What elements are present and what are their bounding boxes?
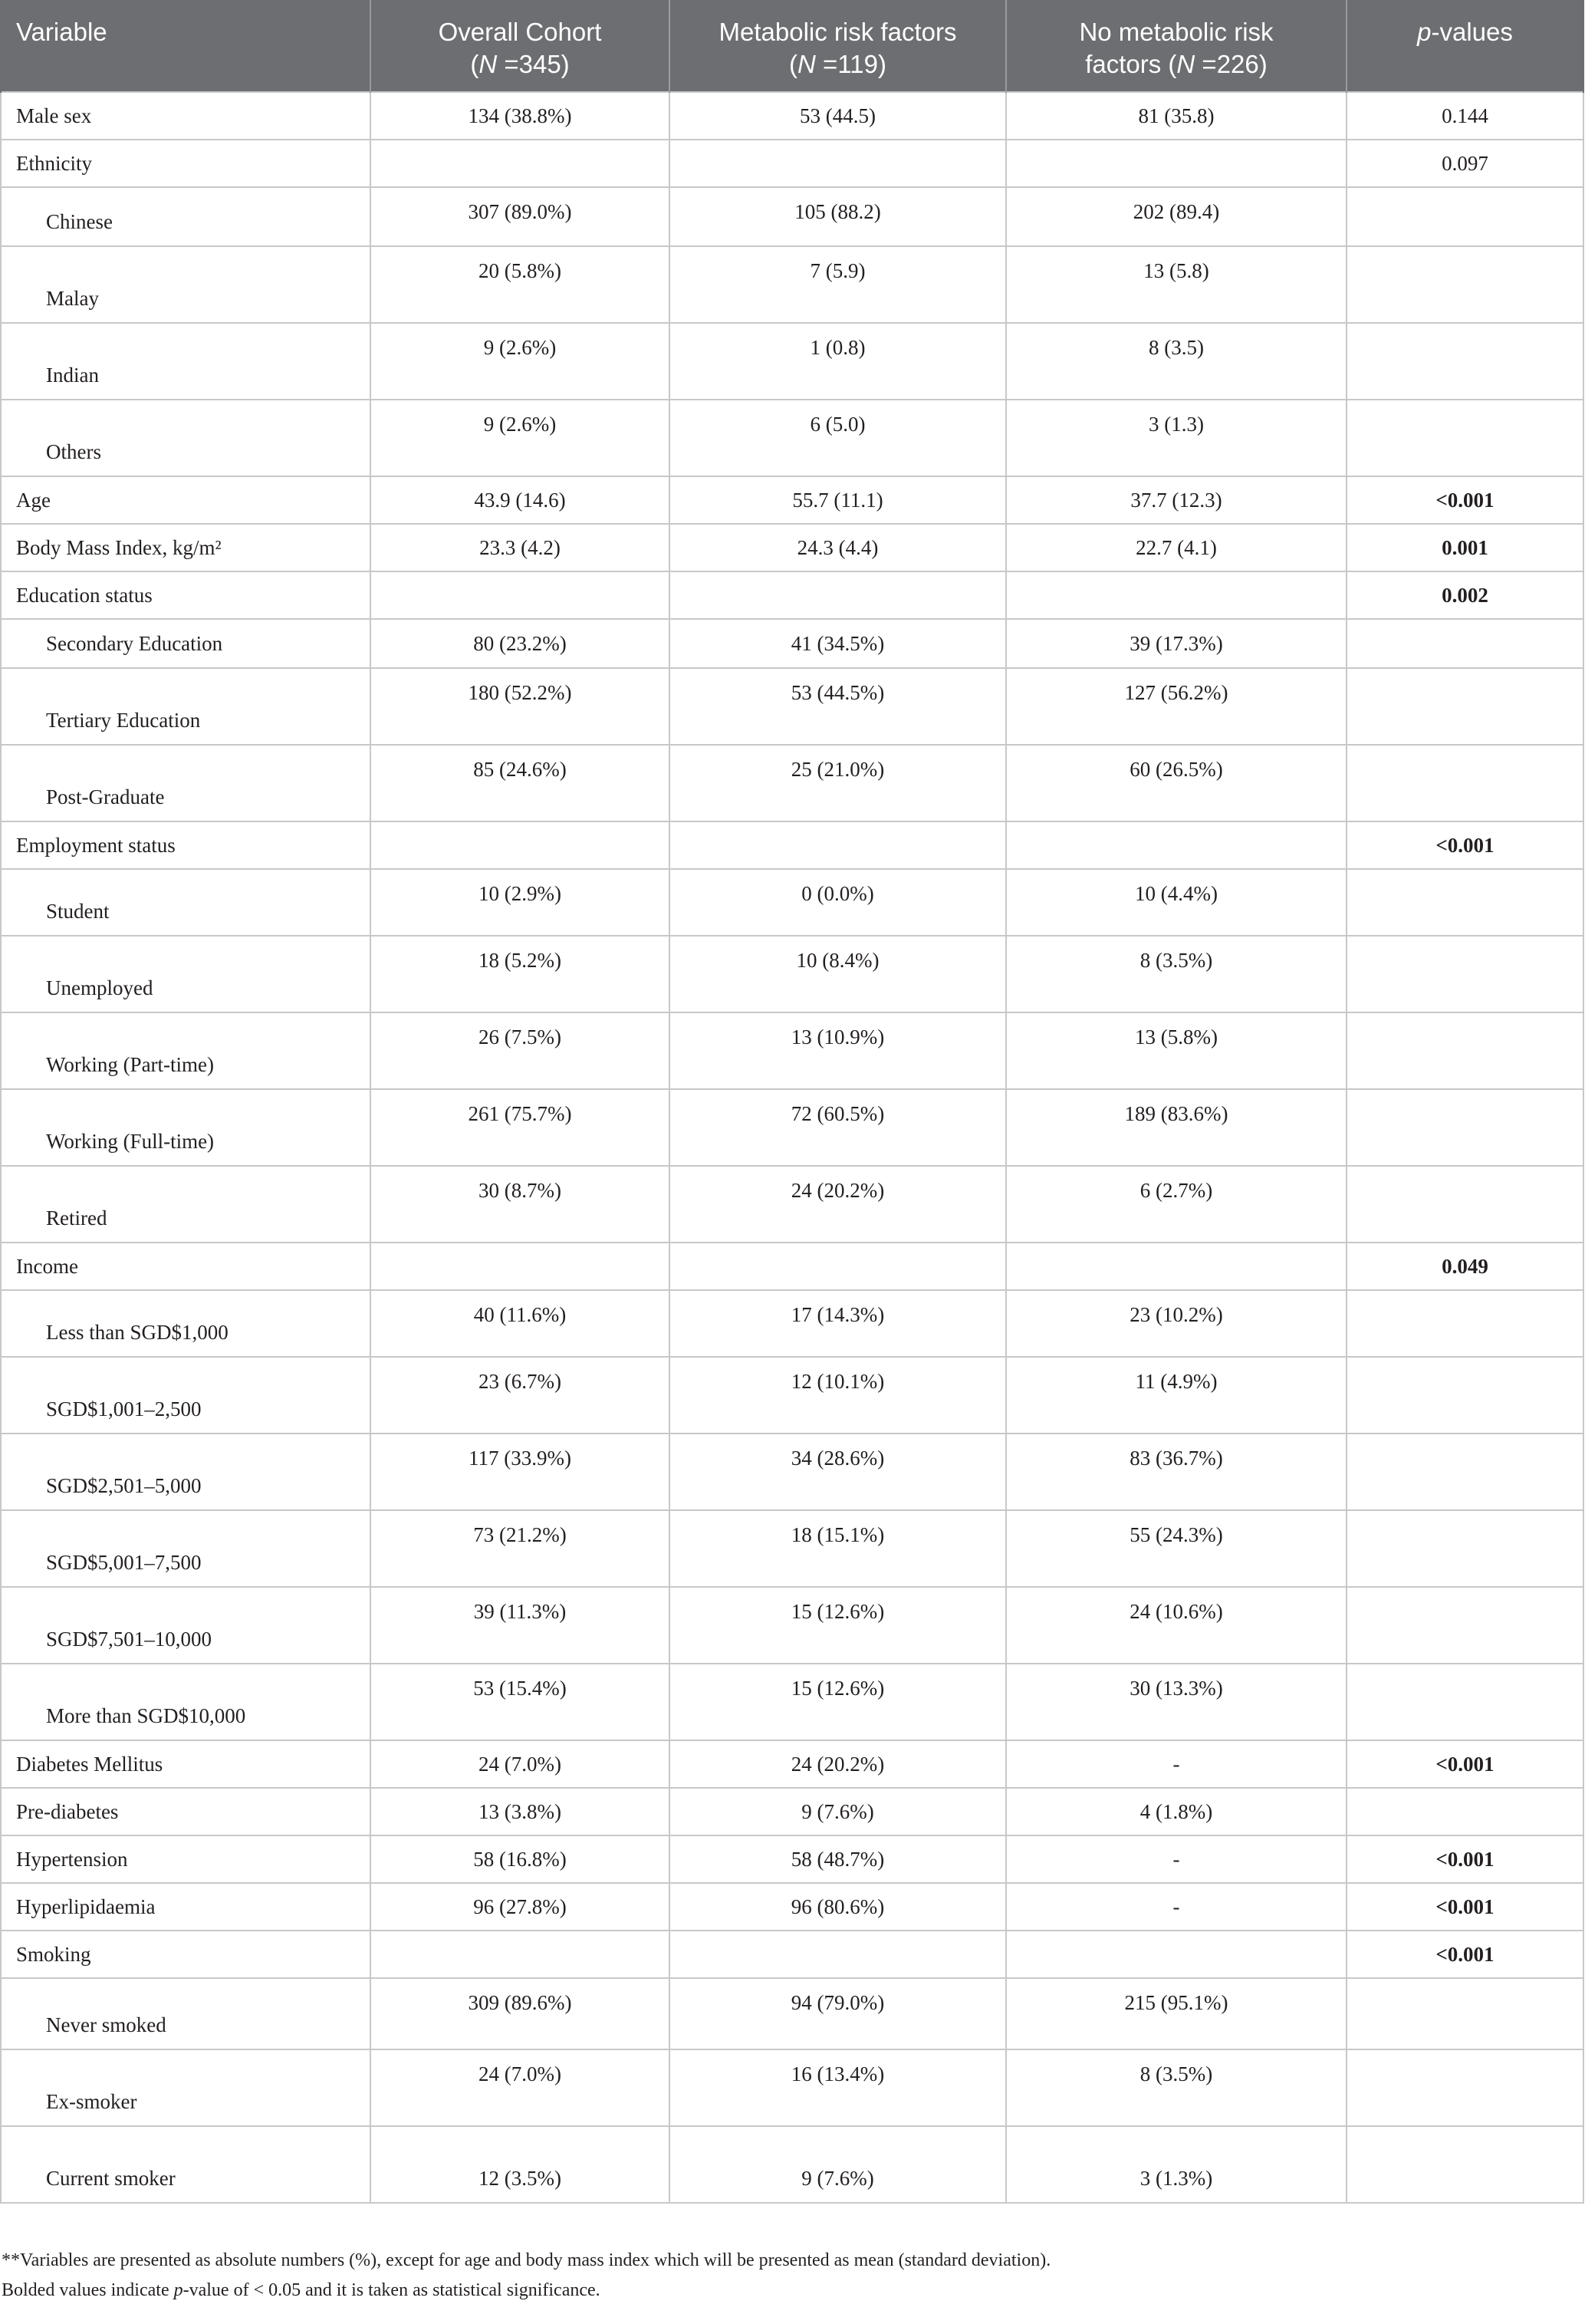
variable-cell: Age xyxy=(1,476,370,524)
empty-cell xyxy=(1006,1931,1347,1978)
group-row xyxy=(1,1243,1583,1290)
overall-cell: 20 (5.8%) xyxy=(370,246,669,323)
overall-cohort-header-post: =345) xyxy=(497,50,570,78)
footnote-significance xyxy=(2,2276,1585,2306)
subgroup-row xyxy=(1,1089,1583,1166)
empty-cell xyxy=(1347,745,1583,821)
overall-cohort-header-title: Overall Cohort xyxy=(438,18,602,46)
overall-cell: 58 (16.8%) xyxy=(370,1835,669,1883)
overall-cell: 80 (23.2%) xyxy=(370,619,669,668)
no-metabolic-cell: 83 (36.7%) xyxy=(1006,1434,1347,1510)
table-row xyxy=(1,476,1583,524)
table-row xyxy=(1,524,1583,571)
subgroup-variable-cell: Others xyxy=(1,400,370,476)
subgroup-variable-cell: Student xyxy=(1,869,370,936)
overall-cell: 39 (11.3%) xyxy=(370,1587,669,1664)
metabolic-cell: 16 (13.4%) xyxy=(669,2049,1006,2126)
overall-cell: 23 (6.7%) xyxy=(370,1357,669,1434)
no-metabolic-cell: 10 (4.4%) xyxy=(1006,869,1347,936)
p-value-cell: <0.001 xyxy=(1347,1931,1583,1978)
metabolic-risk-header xyxy=(669,0,1006,92)
no-metabolic-cell: 30 (13.3%) xyxy=(1006,1664,1347,1740)
no-metabolic-cell: 39 (17.3%) xyxy=(1006,619,1347,668)
overall-cell: 9 (2.6%) xyxy=(370,400,669,476)
subgroup-row xyxy=(1,619,1583,668)
metabolic-cell: 96 (80.6%) xyxy=(669,1883,1006,1931)
overall-cell: 9 (2.6%) xyxy=(370,323,669,400)
metabolic-cell: 105 (88.2) xyxy=(669,187,1006,246)
empty-cell xyxy=(370,1243,669,1290)
empty-cell xyxy=(1006,571,1347,619)
no-metabolic-cell: 189 (83.6%) xyxy=(1006,1089,1347,1166)
p-value-cell: 0.001 xyxy=(1347,524,1583,571)
metabolic-cell: 12 (10.1%) xyxy=(669,1357,1006,1434)
metabolic-cell: 24 (20.2%) xyxy=(669,1740,1006,1788)
subgroup-variable-cell: Unemployed xyxy=(1,936,370,1012)
footnote-presentation: **Variables are presented as absolute numbers (%), except for age and body mass index which will be presented as mean (standard deviation). xyxy=(2,2250,1051,2270)
overall-cohort-header-count xyxy=(377,48,663,81)
empty-cell xyxy=(669,1243,1006,1290)
no-metabolic-risk-header-title: No metabolic risk xyxy=(1079,18,1274,46)
metabolic-risk-header-post: =119) xyxy=(815,50,886,78)
group-row xyxy=(1,571,1583,619)
group-row xyxy=(1,1931,1583,1978)
overall-cell: 43.9 (14.6) xyxy=(370,476,669,524)
no-metabolic-risk-header-post: =226) xyxy=(1195,50,1268,78)
no-metabolic-cell: 4 (1.8%) xyxy=(1006,1788,1347,1835)
subgroup-row xyxy=(1,400,1583,476)
subgroup-variable-cell: Chinese xyxy=(1,187,370,246)
table-header xyxy=(1,0,1583,92)
empty-cell xyxy=(1347,1788,1583,1835)
subgroup-row xyxy=(1,187,1583,246)
no-metabolic-cell: 22.7 (4.1) xyxy=(1006,524,1347,571)
metabolic-cell: 25 (21.0%) xyxy=(669,745,1006,821)
overall-cell: 134 (38.8%) xyxy=(370,92,669,140)
empty-cell xyxy=(1347,869,1583,936)
subgroup-variable-cell: SGD$5,001–7,500 xyxy=(1,1510,370,1587)
overall-cell: 40 (11.6%) xyxy=(370,1290,669,1357)
empty-cell xyxy=(1347,1587,1583,1664)
metabolic-cell: 18 (15.1%) xyxy=(669,1510,1006,1587)
empty-cell xyxy=(1347,1978,1583,2049)
overall-cell: 10 (2.9%) xyxy=(370,869,669,936)
no-metabolic-cell: 60 (26.5%) xyxy=(1006,745,1347,821)
metabolic-cell: 94 (79.0%) xyxy=(669,1978,1006,2049)
metabolic-cell: 41 (34.5%) xyxy=(669,619,1006,668)
subgroup-row xyxy=(1,745,1583,821)
metabolic-risk-header-title: Metabolic risk factors xyxy=(719,18,957,46)
empty-cell xyxy=(1006,1243,1347,1290)
empty-cell xyxy=(1347,2049,1583,2126)
subgroup-row xyxy=(1,1357,1583,1434)
no-metabolic-risk-header-count xyxy=(1013,48,1340,81)
p-values-header xyxy=(1347,0,1583,92)
overall-cell: 24 (7.0%) xyxy=(370,1740,669,1788)
no-metabolic-cell: 81 (35.8) xyxy=(1006,92,1347,140)
no-metabolic-cell: - xyxy=(1006,1740,1347,1788)
no-metabolic-cell: 215 (95.1%) xyxy=(1006,1978,1347,2049)
subgroup-variable-cell: SGD$7,501–10,000 xyxy=(1,1587,370,1664)
no-metabolic-cell: 11 (4.9%) xyxy=(1006,1357,1347,1434)
variable-cell: Body Mass Index, kg/m² xyxy=(1,524,370,571)
overall-cell: 12 (3.5%) xyxy=(370,2126,669,2203)
no-metabolic-cell: 127 (56.2%) xyxy=(1006,668,1347,745)
empty-cell xyxy=(1347,1434,1583,1510)
subgroup-variable-cell: Malay xyxy=(1,246,370,323)
empty-cell xyxy=(1347,1664,1583,1740)
subgroup-row xyxy=(1,2049,1583,2126)
subgroup-variable-cell: Retired xyxy=(1,1166,370,1243)
metabolic-cell: 13 (10.9%) xyxy=(669,1012,1006,1089)
variable-cell: Hyperlipidaemia xyxy=(1,1883,370,1931)
subgroup-row xyxy=(1,1978,1583,2049)
overall-cohort-header-pre: ( xyxy=(470,50,479,78)
empty-cell xyxy=(1347,1089,1583,1166)
empty-cell xyxy=(669,821,1006,869)
metabolic-cell: 15 (12.6%) xyxy=(669,1587,1006,1664)
subgroup-row xyxy=(1,1012,1583,1089)
overall-cell: 53 (15.4%) xyxy=(370,1664,669,1740)
header-row xyxy=(1,0,1583,92)
p-value-cell: 0.002 xyxy=(1347,571,1583,619)
empty-cell xyxy=(1347,1290,1583,1357)
subgroup-row xyxy=(1,1510,1583,1587)
subgroup-variable-cell: Indian xyxy=(1,323,370,400)
p-value-cell: <0.001 xyxy=(1347,1835,1583,1883)
p-values-header-label xyxy=(1353,16,1577,48)
empty-cell xyxy=(1347,1357,1583,1434)
subgroup-row xyxy=(1,323,1583,400)
empty-cell xyxy=(1347,619,1583,668)
subgroup-variable-cell: Less than SGD$1,000 xyxy=(1,1290,370,1357)
overall-cell: 261 (75.7%) xyxy=(370,1089,669,1166)
subgroup-row xyxy=(1,936,1583,1012)
subgroup-variable-cell: Never smoked xyxy=(1,1978,370,2049)
empty-cell xyxy=(370,140,669,187)
p-value-cell: <0.001 xyxy=(1347,476,1583,524)
metabolic-cell: 17 (14.3%) xyxy=(669,1290,1006,1357)
empty-cell xyxy=(1347,400,1583,476)
overall-cell: 23.3 (4.2) xyxy=(370,524,669,571)
variable-cell: Pre-diabetes xyxy=(1,1788,370,1835)
empty-cell xyxy=(669,140,1006,187)
table-row xyxy=(1,1740,1583,1788)
overall-cell: 24 (7.0%) xyxy=(370,2049,669,2126)
overall-cell: 85 (24.6%) xyxy=(370,745,669,821)
footnote-significance-post: -value of < 0.05 and it is taken as statistical significance. xyxy=(183,2280,600,2300)
metabolic-cell: 9 (7.6%) xyxy=(669,2126,1006,2203)
overall-cohort-header xyxy=(370,0,669,92)
table-row xyxy=(1,1788,1583,1835)
variable-cell: Education status xyxy=(1,571,370,619)
metabolic-cell: 53 (44.5) xyxy=(669,92,1006,140)
metabolic-cell: 6 (5.0) xyxy=(669,400,1006,476)
overall-cell: 309 (89.6%) xyxy=(370,1978,669,2049)
metabolic-risk-header-n-symbol: N xyxy=(797,50,816,78)
subgroup-row xyxy=(1,1664,1583,1740)
subgroup-variable-cell: Working (Full-time) xyxy=(1,1089,370,1166)
overall-cohort-header-n-symbol: N xyxy=(478,50,498,78)
subgroup-row xyxy=(1,668,1583,745)
overall-cell: 180 (52.2%) xyxy=(370,668,669,745)
empty-cell xyxy=(1347,1510,1583,1587)
variable-cell: Income xyxy=(1,1243,370,1290)
no-metabolic-cell: 3 (1.3) xyxy=(1006,400,1347,476)
subgroup-variable-cell: SGD$2,501–5,000 xyxy=(1,1434,370,1510)
metabolic-cell: 24 (20.2%) xyxy=(669,1166,1006,1243)
no-metabolic-cell: 13 (5.8) xyxy=(1006,246,1347,323)
metabolic-cell: 24.3 (4.4) xyxy=(669,524,1006,571)
group-row xyxy=(1,140,1583,187)
p-values-header-p-symbol: p xyxy=(1417,18,1432,46)
table-footnotes xyxy=(0,2246,1585,2306)
empty-cell xyxy=(1347,246,1583,323)
metabolic-cell: 9 (7.6%) xyxy=(669,1788,1006,1835)
variable-cell: Hypertension xyxy=(1,1835,370,1883)
subgroup-row xyxy=(1,246,1583,323)
no-metabolic-cell: - xyxy=(1006,1883,1347,1931)
subgroup-variable-cell: Tertiary Education xyxy=(1,668,370,745)
metabolic-risk-header-count xyxy=(676,48,999,81)
variable-cell: Ethnicity xyxy=(1,140,370,187)
empty-cell xyxy=(1347,2126,1583,2203)
variable-cell: Diabetes Mellitus xyxy=(1,1740,370,1788)
overall-cell: 18 (5.2%) xyxy=(370,936,669,1012)
subgroup-row xyxy=(1,1166,1583,1243)
empty-cell xyxy=(1347,936,1583,1012)
p-value-cell: <0.001 xyxy=(1347,1740,1583,1788)
empty-cell xyxy=(1347,668,1583,745)
metabolic-cell: 53 (44.5%) xyxy=(669,668,1006,745)
overall-cell: 307 (89.0%) xyxy=(370,187,669,246)
table-row xyxy=(1,92,1583,140)
empty-cell xyxy=(669,571,1006,619)
subgroup-row xyxy=(1,2126,1583,2203)
empty-cell xyxy=(370,571,669,619)
p-value-cell: 0.097 xyxy=(1347,140,1583,187)
no-metabolic-cell: 55 (24.3%) xyxy=(1006,1510,1347,1587)
empty-cell xyxy=(1347,1012,1583,1089)
empty-cell xyxy=(1347,1166,1583,1243)
variable-header-label: Variable xyxy=(16,18,107,46)
no-metabolic-cell: 23 (10.2%) xyxy=(1006,1290,1347,1357)
metabolic-risk-header-pre: ( xyxy=(789,50,798,78)
subgroup-variable-cell: Secondary Education xyxy=(1,619,370,668)
table-row xyxy=(1,1883,1583,1931)
p-value-cell: 0.049 xyxy=(1347,1243,1583,1290)
empty-cell xyxy=(370,821,669,869)
table-row xyxy=(1,1835,1583,1883)
no-metabolic-cell: 24 (10.6%) xyxy=(1006,1587,1347,1664)
no-metabolic-cell: - xyxy=(1006,1835,1347,1883)
p-value-cell: <0.001 xyxy=(1347,821,1583,869)
subgroup-variable-cell: Post-Graduate xyxy=(1,745,370,821)
subgroup-row xyxy=(1,1290,1583,1357)
subgroup-row xyxy=(1,1434,1583,1510)
no-metabolic-cell: 6 (2.7%) xyxy=(1006,1166,1347,1243)
metabolic-cell: 10 (8.4%) xyxy=(669,936,1006,1012)
metabolic-cell: 7 (5.9) xyxy=(669,246,1006,323)
empty-cell xyxy=(370,1931,669,1978)
metabolic-cell: 34 (28.6%) xyxy=(669,1434,1006,1510)
no-metabolic-cell: 8 (3.5%) xyxy=(1006,936,1347,1012)
variable-cell: Male sex xyxy=(1,92,370,140)
variable-cell: Smoking xyxy=(1,1931,370,1978)
subgroup-variable-cell: Current smoker xyxy=(1,2126,370,2203)
no-metabolic-risk-header-n-symbol: N xyxy=(1176,50,1195,78)
group-row xyxy=(1,821,1583,869)
overall-cell: 30 (8.7%) xyxy=(370,1166,669,1243)
metabolic-cell: 15 (12.6%) xyxy=(669,1664,1006,1740)
subgroup-row xyxy=(1,869,1583,936)
overall-cell: 13 (3.8%) xyxy=(370,1788,669,1835)
no-metabolic-risk-header-pre: factors ( xyxy=(1085,50,1177,78)
empty-cell xyxy=(669,1931,1006,1978)
metabolic-cell: 1 (0.8) xyxy=(669,323,1006,400)
metabolic-cell: 72 (60.5%) xyxy=(669,1089,1006,1166)
variable-cell: Employment status xyxy=(1,821,370,869)
metabolic-cell: 55.7 (11.1) xyxy=(669,476,1006,524)
metabolic-cell: 0 (0.0%) xyxy=(669,869,1006,936)
footnote-significance-p-symbol: p xyxy=(173,2280,183,2300)
p-value-cell: 0.144 xyxy=(1347,92,1583,140)
no-metabolic-cell: 3 (1.3%) xyxy=(1006,2126,1347,2203)
overall-cell: 117 (33.9%) xyxy=(370,1434,669,1510)
variable-header xyxy=(1,0,370,92)
no-metabolic-cell: 8 (3.5) xyxy=(1006,323,1347,400)
no-metabolic-cell: 202 (89.4) xyxy=(1006,187,1347,246)
no-metabolic-cell: 13 (5.8%) xyxy=(1006,1012,1347,1089)
p-value-cell: <0.001 xyxy=(1347,1883,1583,1931)
empty-cell xyxy=(1006,821,1347,869)
subgroup-variable-cell: Working (Part-time) xyxy=(1,1012,370,1089)
subgroup-row xyxy=(1,1587,1583,1664)
footnote-significance-pre: Bolded values indicate xyxy=(2,2280,174,2300)
no-metabolic-risk-header xyxy=(1006,0,1347,92)
overall-cell: 96 (27.8%) xyxy=(370,1883,669,1931)
metabolic-cell: 58 (48.7%) xyxy=(669,1835,1006,1883)
empty-cell xyxy=(1006,140,1347,187)
empty-cell xyxy=(1347,323,1583,400)
no-metabolic-cell: 37.7 (12.3) xyxy=(1006,476,1347,524)
table-body xyxy=(1,92,1583,2203)
empty-cell xyxy=(1347,187,1583,246)
p-values-header-post: -values xyxy=(1431,18,1513,46)
subgroup-variable-cell: SGD$1,001–2,500 xyxy=(1,1357,370,1434)
subgroup-variable-cell: Ex-smoker xyxy=(1,2049,370,2126)
overall-cell: 26 (7.5%) xyxy=(370,1012,669,1089)
no-metabolic-cell: 8 (3.5%) xyxy=(1006,2049,1347,2126)
overall-cell: 73 (21.2%) xyxy=(370,1510,669,1587)
subgroup-variable-cell: More than SGD$10,000 xyxy=(1,1664,370,1740)
